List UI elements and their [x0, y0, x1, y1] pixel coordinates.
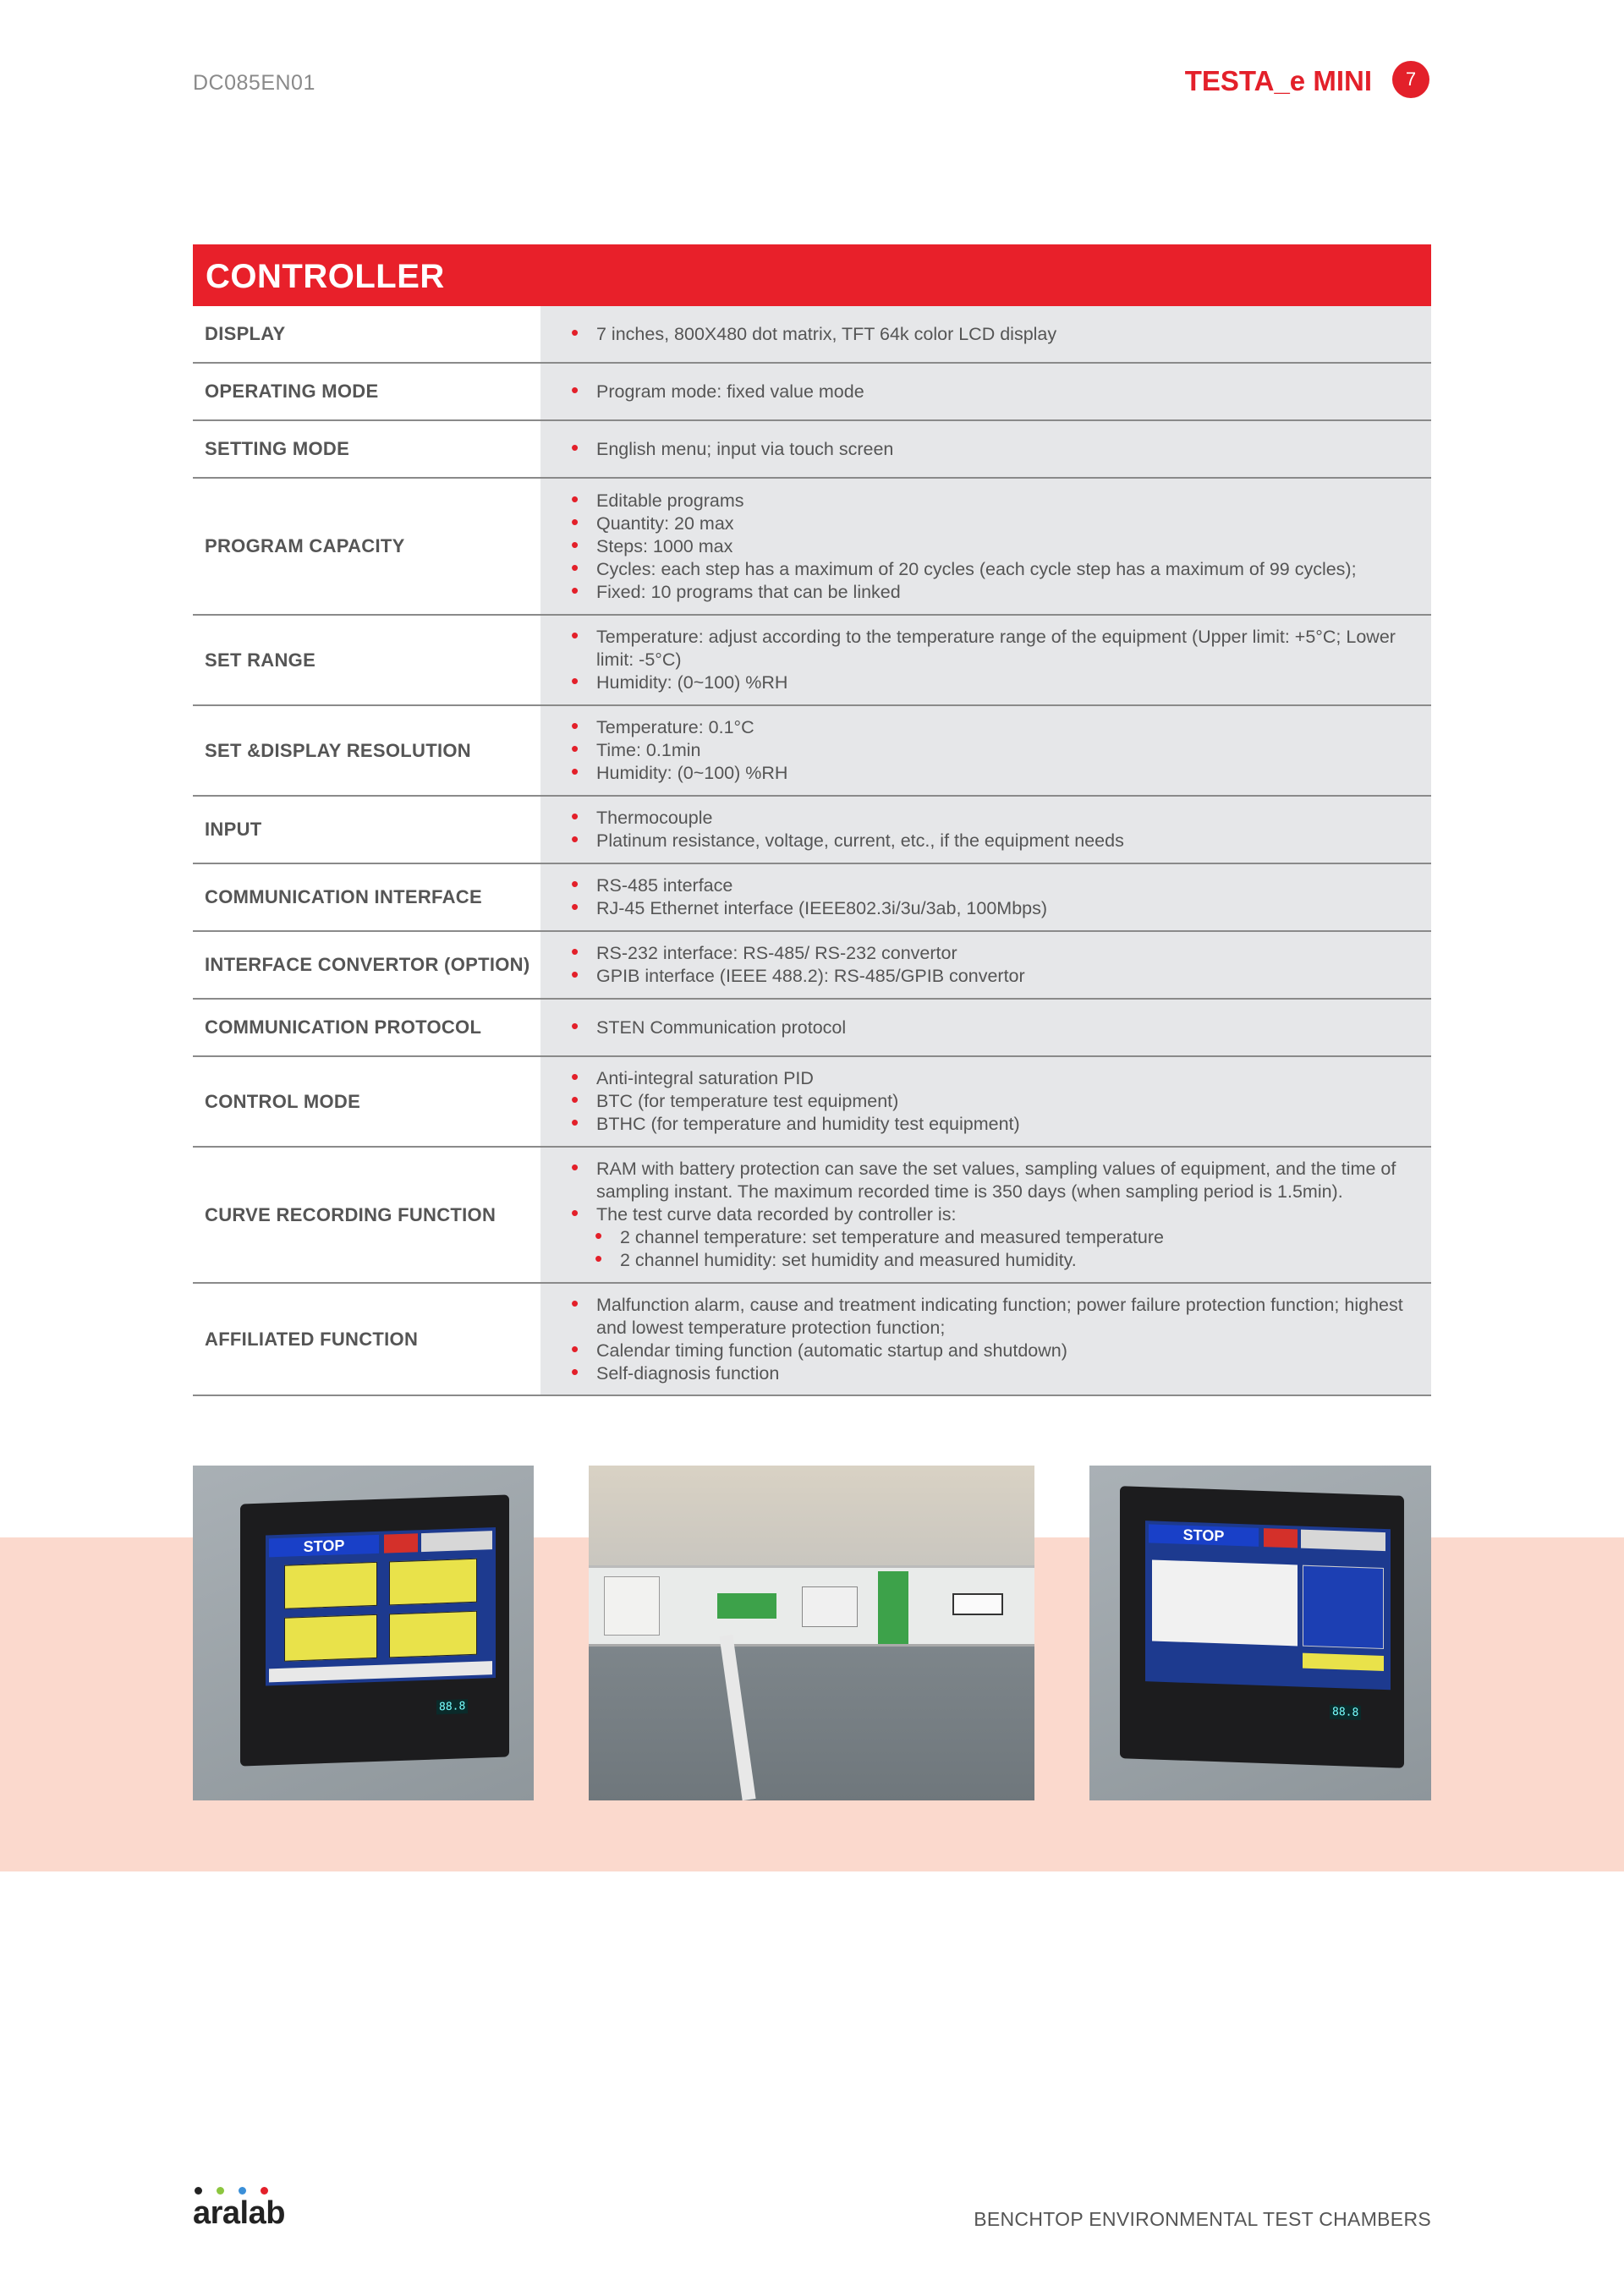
spec-bullet: • Fixed: 10 programs that can be linked [571, 581, 1414, 604]
controller-led-readout: 88.8 [1330, 1705, 1361, 1720]
page-number-badge: 7 [1392, 61, 1429, 98]
spec-values [540, 932, 1431, 998]
spec-values [540, 306, 1431, 362]
spec-bullet: • Temperature: 0.1°C [571, 716, 1414, 739]
spec-bullet: • 2 channel temperature: set temperature and measured temperature [595, 1226, 1414, 1249]
spec-bullet: • Cycles: each step has a maximum of 20 cycles (each cycle step has a maximum of 99 cycles); [571, 558, 1414, 581]
spec-bullet: • 7 inches, 800X480 dot matrix, TFT 64k color LCD display [571, 323, 1414, 346]
screen-panel-monitor [284, 1562, 377, 1609]
spec-values [540, 864, 1431, 930]
footer-tagline: BENCHTOP ENVIRONMENTAL TEST CHAMBERS [974, 2208, 1431, 2230]
spec-bullet: • BTC (for temperature test equipment) [571, 1090, 1414, 1113]
spec-bullet: • English menu; input via touch screen [571, 438, 1414, 461]
spec-bullet: • GPIB interface (IEEE 488.2): RS-485/GPIB convertor [571, 965, 1414, 988]
spec-bullet: • RAM with battery protection can save the set values, sampling values of equipment, and the time of sampling instant. The maximum recorded time is 350 days (when sampling period is 1.5min). [571, 1158, 1414, 1203]
spec-bullet: • RS-232 interface: RS-485/ RS-232 convertor [571, 942, 1414, 965]
screen-panel-constant [389, 1559, 477, 1606]
spec-values [540, 1000, 1431, 1055]
spec-row [193, 1000, 1431, 1057]
spec-bullet: • Malfunction alarm, cause and treatment indicating function; power failure protection function; highest and lowest temperature protection function; [571, 1294, 1414, 1340]
spec-label: COMMUNICATION PROTOCOL [193, 1000, 540, 1055]
screen-status-label: STOP [269, 1535, 379, 1558]
aralab-logo: aralab [193, 2195, 285, 2231]
spec-values [540, 1284, 1431, 1395]
spec-label: SET RANGE [193, 616, 540, 704]
spec-bullet: • Humidity: (0~100) %RH [571, 762, 1414, 785]
product-title: TESTA_e MINI [1184, 65, 1372, 96]
spec-bullet: • 2 channel humidity: set humidity and measured humidity. [595, 1249, 1414, 1272]
terminal-block [878, 1571, 908, 1644]
spec-bullet: • BTHC (for temperature and humidity test equipment) [571, 1113, 1414, 1136]
screen-action-button [1303, 1653, 1384, 1671]
spec-bullet: • Thermocouple [571, 807, 1414, 830]
spec-label: SETTING MODE [193, 421, 540, 477]
spec-row [193, 864, 1431, 932]
spec-bullet: • Self-diagnosis function [571, 1362, 1414, 1385]
spec-bullet: • Quantity: 20 max [571, 512, 1414, 535]
spec-label: PROGRAM CAPACITY [193, 479, 540, 614]
spec-label: SET &DISPLAY RESOLUTION [193, 706, 540, 795]
spec-label: AFFILIATED FUNCTION [193, 1284, 540, 1395]
spec-row [193, 1057, 1431, 1148]
screen-clock [421, 1531, 492, 1552]
spec-bullet: • The test curve data recorded by controller is: [571, 1203, 1414, 1226]
controller-led-readout: 88.8 [436, 1699, 468, 1714]
spec-values [540, 706, 1431, 795]
hour-counter [952, 1593, 1003, 1615]
screen-status-label: STOP [1149, 1524, 1259, 1547]
spec-bullet: • Platinum resistance, voltage, current, etc., if the equipment needs [571, 830, 1414, 852]
spec-values [540, 797, 1431, 863]
spec-values [540, 616, 1431, 704]
spec-row [193, 616, 1431, 706]
rs485-connector [717, 1593, 776, 1619]
controller-bezel [1120, 1486, 1404, 1768]
controller-lcd [266, 1527, 496, 1685]
spec-bullet: • Temperature: adjust according to the temperature range of the equipment (Upper limit: +5°C; Lower limit: -5°C) [571, 626, 1414, 671]
spec-row [193, 421, 1431, 479]
spec-row [193, 364, 1431, 421]
logo-dot [261, 2187, 268, 2195]
cable [719, 1635, 755, 1800]
connection-panel [589, 1565, 1034, 1647]
spec-row [193, 932, 1431, 1000]
logo-dot [217, 2187, 224, 2195]
spec-bullet: • RJ-45 Ethernet interface (IEEE802.3i/3u/3ab, 100Mbps) [571, 897, 1414, 920]
spec-values [540, 1148, 1431, 1282]
spec-bullet: • Calendar timing function (automatic startup and shutdown) [571, 1340, 1414, 1362]
spec-bullet: • Editable programs [571, 490, 1414, 512]
screen-clock [1301, 1530, 1385, 1551]
document-code: DC085EN01 [193, 71, 315, 95]
spec-label: OPERATING MODE [193, 364, 540, 419]
spec-bullet: • Time: 0.1min [571, 739, 1414, 762]
spec-values [540, 1057, 1431, 1146]
section-title: CONTROLLER [193, 244, 1431, 306]
spec-label: COMMUNICATION INTERFACE [193, 864, 540, 930]
screen-switch-list [1303, 1565, 1384, 1649]
spec-bullet: • Anti-integral saturation PID [571, 1067, 1414, 1090]
spec-rows [193, 306, 1431, 1396]
logo-dots [195, 2187, 268, 2195]
spec-values [540, 364, 1431, 419]
spec-label: CURVE RECORDING FUNCTION [193, 1148, 540, 1282]
logo-dot [239, 2187, 246, 2195]
spec-bullet: • Humidity: (0~100) %RH [571, 671, 1414, 694]
spec-values [540, 421, 1431, 477]
spec-bullet: • Program mode: fixed value mode [571, 381, 1414, 403]
screen-hint-bar [269, 1661, 492, 1682]
spec-row [193, 479, 1431, 616]
connection-panel-photo [589, 1466, 1034, 1800]
spec-row [193, 797, 1431, 864]
spec-row [193, 706, 1431, 797]
spec-bullet: • Steps: 1000 max [571, 535, 1414, 558]
spec-label: CONTROL MODE [193, 1057, 540, 1146]
spec-label: INPUT [193, 797, 540, 863]
spec-values [540, 479, 1431, 614]
ethernet-port [802, 1586, 858, 1627]
controller-lcd [1145, 1521, 1391, 1690]
spec-row [193, 1148, 1431, 1284]
controller-photo-main-menu [193, 1466, 534, 1800]
spec-label: DISPLAY [193, 306, 540, 362]
screen-panel-management [389, 1611, 477, 1658]
controller-photo-status [1089, 1466, 1431, 1800]
spec-bullet: • STEN Communication protocol [571, 1016, 1414, 1039]
screen-panel-program [284, 1614, 377, 1662]
screen-status-icon [384, 1533, 418, 1553]
logo-dot [195, 2187, 202, 2195]
power-switch [604, 1576, 660, 1636]
spec-row [193, 1284, 1431, 1396]
controller-spec-table [193, 244, 1431, 1396]
spec-label: INTERFACE CONVERTOR (OPTION) [193, 932, 540, 998]
spec-row [193, 306, 1431, 364]
screen-data-table [1152, 1559, 1298, 1646]
spec-bullet: • RS-485 interface [571, 874, 1414, 897]
controller-bezel [240, 1494, 509, 1766]
screen-status-icon [1264, 1528, 1298, 1548]
